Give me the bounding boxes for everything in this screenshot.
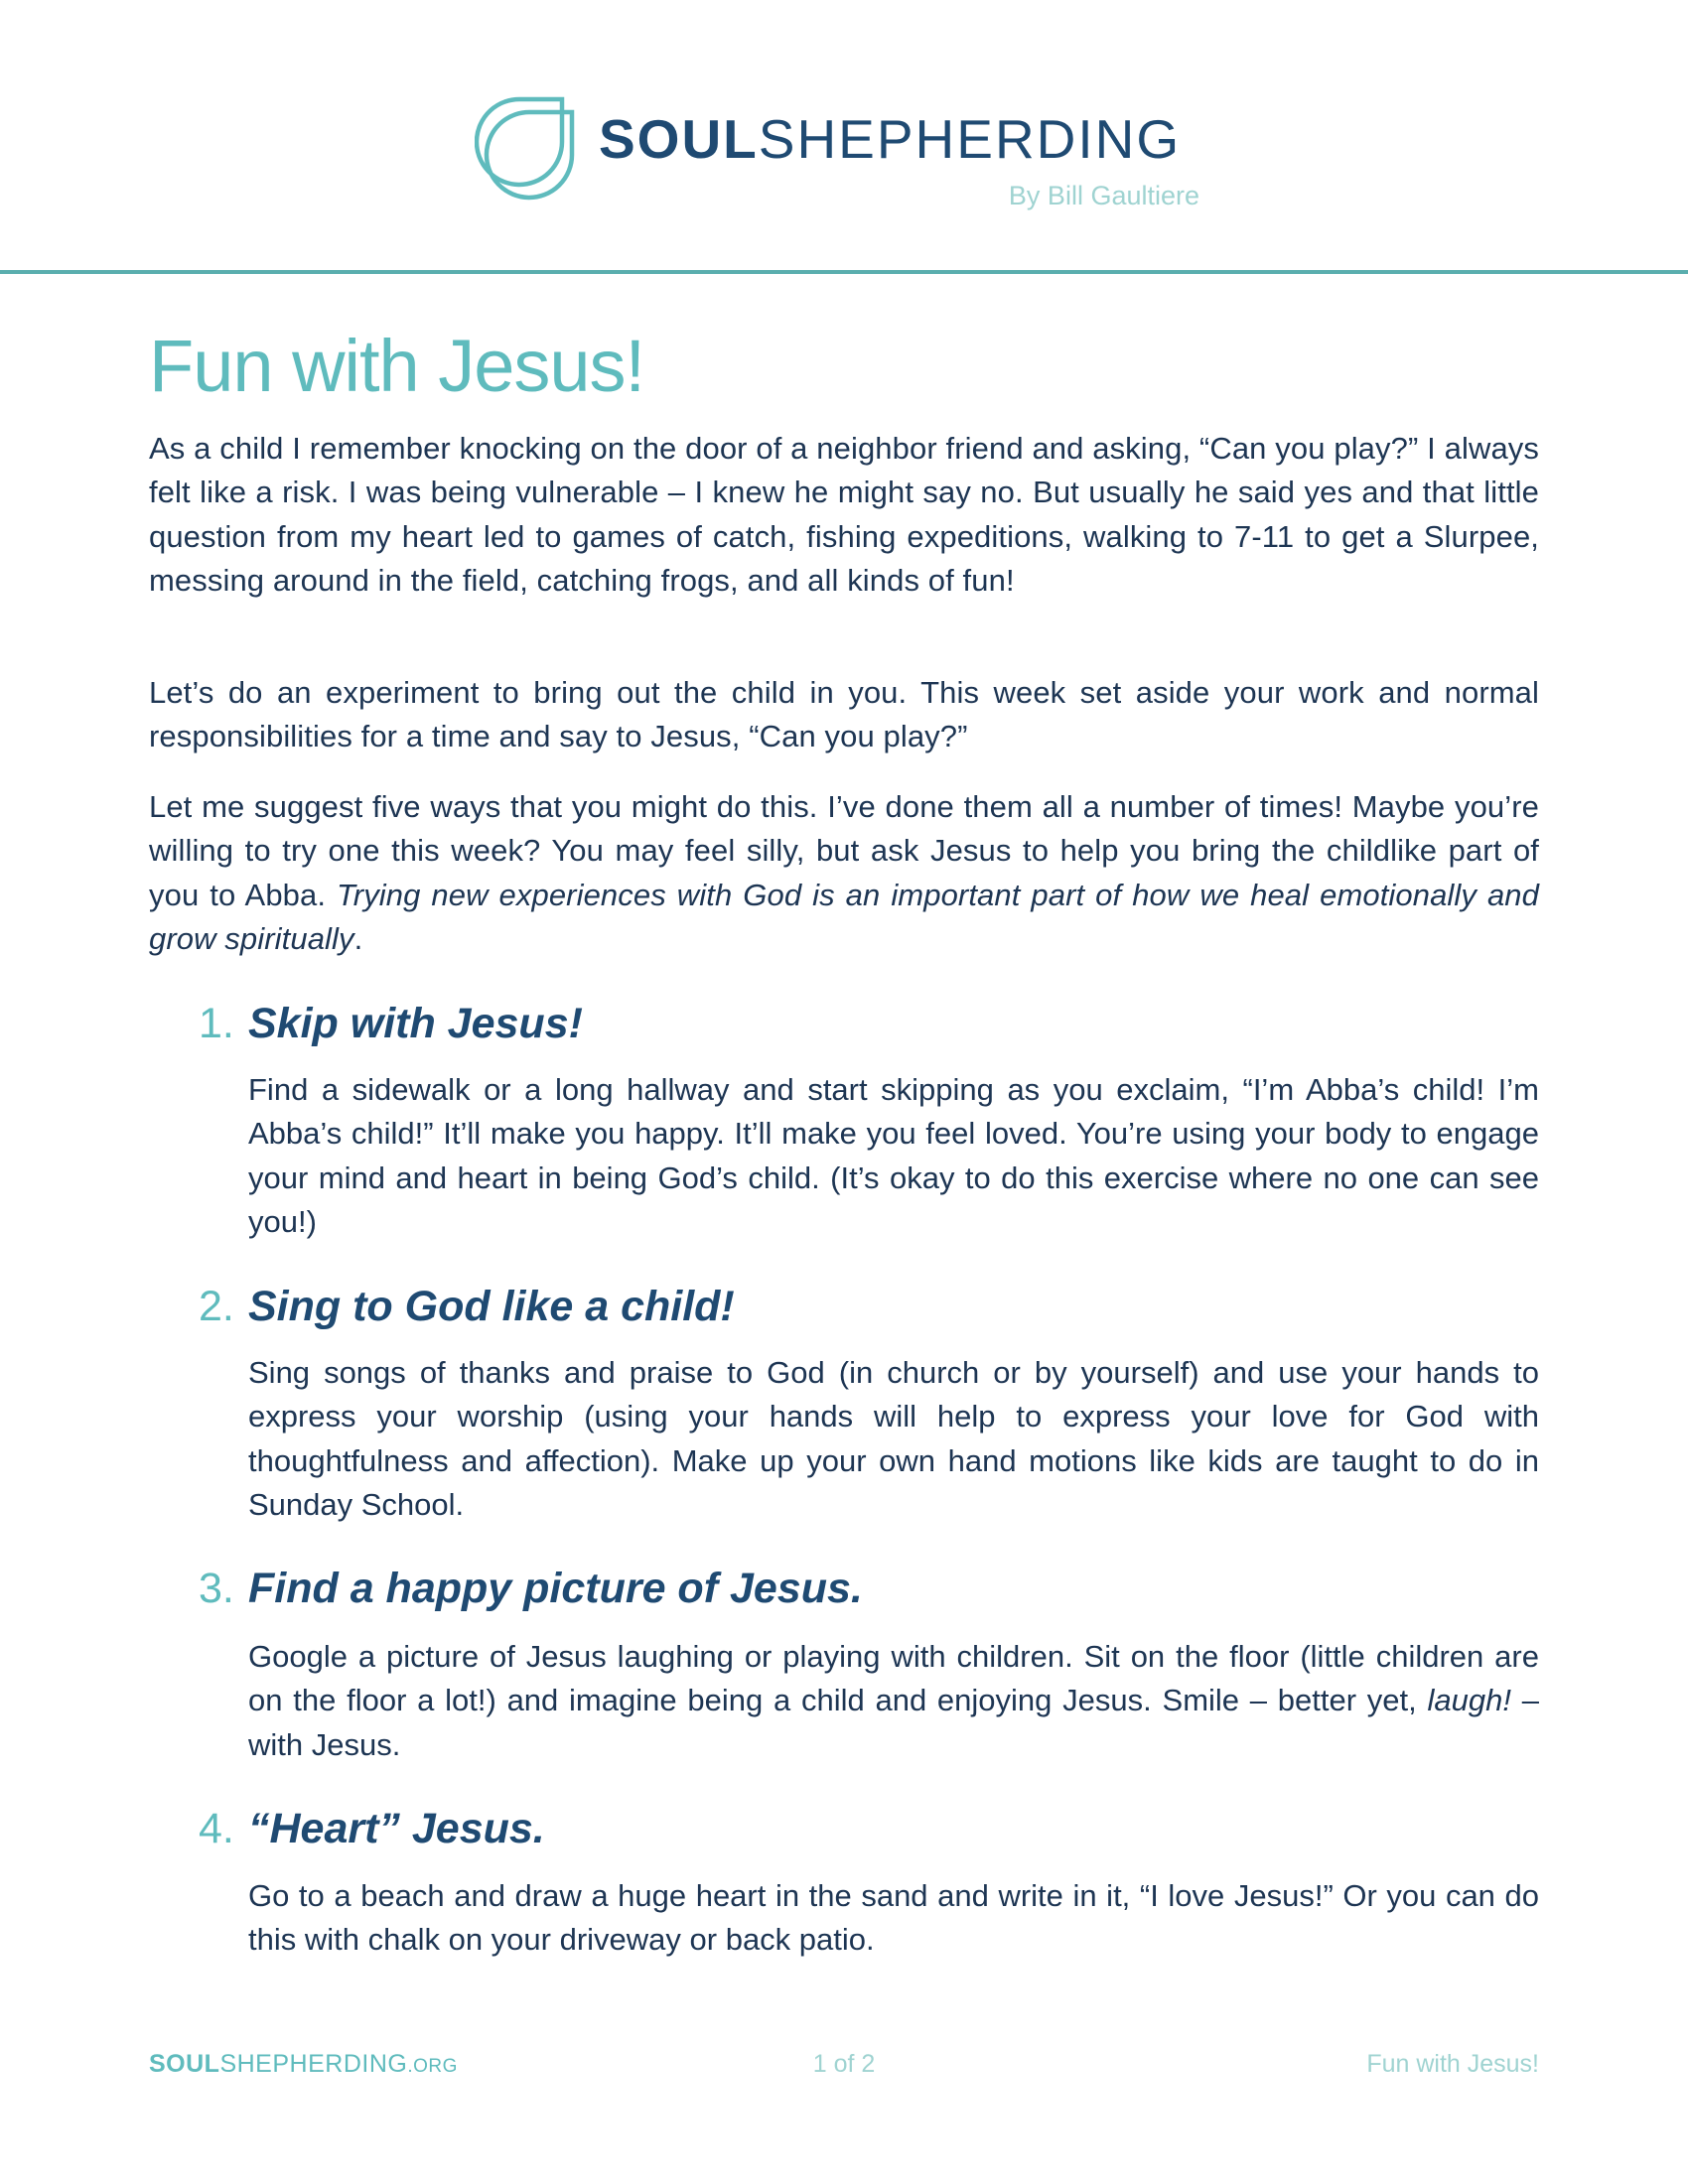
list-item-title: Sing to God like a child! [248, 1283, 735, 1330]
body-emphasis: laugh! [1427, 1683, 1511, 1718]
list-item-heading [199, 1281, 735, 1332]
intro-paragraph-3 [149, 785, 1539, 962]
list-item-body [248, 1635, 1539, 1767]
brand-light: SHEPHERDING [758, 108, 1182, 170]
paragraph-end: . [353, 921, 363, 957]
list-item-number: 3. [199, 1565, 234, 1612]
footer-site-tld: .ORG [407, 2056, 458, 2077]
list-item-number: 2. [199, 1283, 234, 1330]
list-item-body: Find a sidewalk or a long hallway and start skipping as you exclaim, “I’m Abba’s child! I’m Abba’s child!” It’ll make you happy. It’ll make you feel loved. You’re using your body to engage your mind and heart in being God’s child. (It’s okay to do this exercise where no one can see you!) [248, 1072, 1539, 1240]
list-item-number: 1. [199, 1000, 234, 1047]
list-item-number: 4. [199, 1805, 234, 1852]
intro-paragraph-1: As a child I remember knocking on the door of a neighbor friend and asking, “Can you play?” I always felt like a risk. I was being vulnerable – I knew he might say no. But usually he said yes and that little question from my heart led to games of catch, fishing expeditions, walking to 7-11 to get a Slurpee, messing around in the field, catching frogs, and all kinds of fun! [149, 431, 1539, 599]
byline: By Bill Gaultiere [1008, 181, 1199, 210]
paragraph-emphasis: Trying new experiences with God is an important part of how we heal emotionally and grow spiritually [149, 877, 1539, 957]
intro-paragraph-2: Let’s do an experiment to bring out the child in you. This week set aside your work and normal responsibilities for a time and say to Jesus, “Can you play?” [149, 675, 1539, 754]
list-item-body: Sing songs of thanks and praise to God (in church or by yourself) and use your hands to express your worship (using your hands will help to express your love for God with thoughtfulness and affection). Make up your own hand motions like kids are taught to do in Sunday School. [248, 1355, 1539, 1523]
footer-site-bold: SOUL [149, 2050, 220, 2078]
page-number: 1 of 2 [812, 2050, 876, 2078]
body-text: Google a picture of Jesus laughing or playing with children. Sit on the floor (little children are on the floor a lot!) and imagine being a child and enjoying Jesus. Smile – better yet, [248, 1639, 1539, 1718]
header-divider [0, 270, 1688, 274]
list-item-heading [199, 1803, 545, 1854]
list-item-title: Skip with Jesus! [248, 1000, 583, 1047]
teardrop-logo-icon [475, 95, 584, 205]
paragraph-text: Let me suggest five ways that you might do this. I’ve done them all a number of times! Maybe you’re willing to try one this week? You may feel silly, but ask Jesus to help you bring the childlike part of you to Abba. [149, 789, 1539, 912]
list-item-heading [199, 998, 583, 1049]
page-title: Fun with Jesus! [149, 325, 645, 407]
footer-doc-title: Fun with Jesus! [1366, 2050, 1539, 2078]
list-item-title: “Heart” Jesus. [248, 1805, 545, 1852]
list-item-title: Find a happy picture of Jesus. [248, 1565, 863, 1612]
list-item-heading [199, 1563, 863, 1614]
brand-wordmark [599, 107, 1181, 171]
list-item-body: Go to a beach and draw a huge heart in the sand and write in it, “I love Jesus!” Or you can do this with chalk on your driveway or back patio. [248, 1878, 1539, 1958]
brand-bold: SOUL [599, 108, 759, 170]
footer-site-light: SHEPHERDING [219, 2050, 408, 2078]
body-text-end: –with Jesus. [248, 1683, 1539, 1762]
